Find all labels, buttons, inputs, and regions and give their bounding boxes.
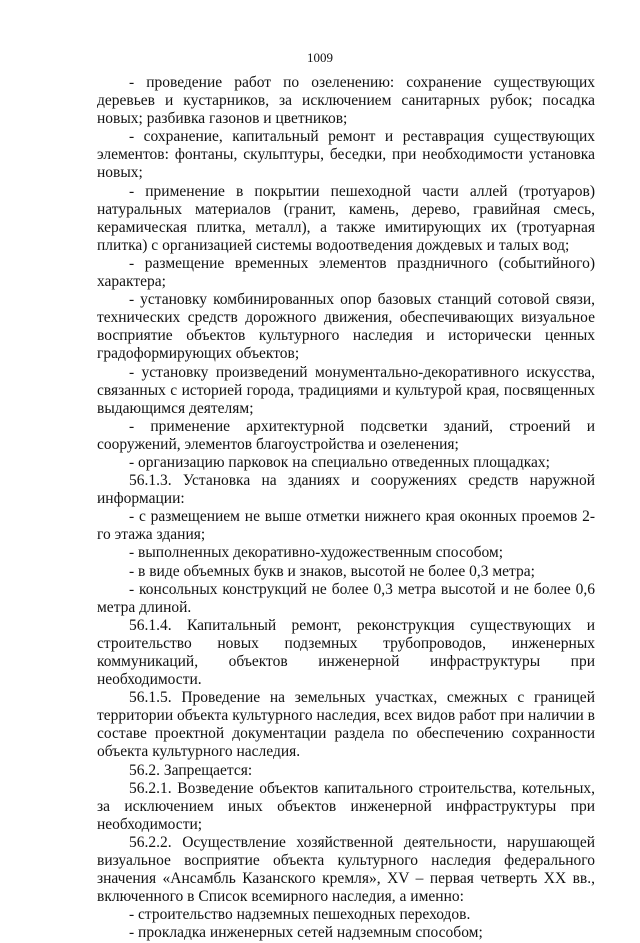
paragraph: 56.2. Запрещается: (129, 761, 253, 779)
paragraph: - проведение работ по озеленению: сохранение существующих деревьев и кустарников, за исключением санитарных рубок; посадка новых; разбивка газонов и цветников; (97, 74, 595, 128)
paragraph: - размещение временных элементов праздничного (событийного) характера; (97, 254, 595, 291)
paragraph: - выполненных декоративно-художественным способом; (129, 544, 504, 562)
paragraph: - с размещением не выше отметки нижнего края оконных проемов 2-го этажа здания; (97, 508, 595, 544)
paragraph: - строительство надземных пешеходных переходов. (129, 906, 471, 924)
paragraph: - прокладка инженерных сетей надземным способом; (129, 924, 483, 942)
paragraph: - организацию парковок на специально отведенных площадках; (129, 453, 550, 471)
paragraph: - консольных конструкций не более 0,3 метра высотой и не более 0,6 метра длиной. (97, 580, 595, 616)
paragraph: - сохранение, капитальный ремонт и реставрация существующих элементов: фонтаны, скульптуры, беседки, при необходимости установка новых; (97, 128, 595, 182)
paragraph: - применение архитектурной подсветки зданий, строений и сооружений, элементов благоустройства и озеленения; (97, 417, 595, 453)
document-body (97, 74, 595, 943)
paragraph: 56.2.1. Возведение объектов капитального строительства, котельных, за исключением иных объектов инженерной инфраструктуры при необходимости; (97, 779, 595, 833)
paragraph: - установку произведений монументально-декоративного искусства, связанных с историей города, традициями и культурой края, посвященных выдающимся деятелям; (97, 363, 595, 417)
paragraph: 56.1.3. Установка на зданиях и сооружениях средств наружной информации: (97, 472, 595, 508)
paragraph: 56.1.4. Капитальный ремонт, реконструкция существующих и строительство новых подземных трубопроводов, инженерных коммуникаций, объектов инженерной инфраструктуры при необходимости. (97, 616, 595, 689)
paragraph: 56.1.5. Проведение на земельных участках, смежных с границей территории объекта культурного наследия, всех видов работ при наличии в составе проектной документации раздела по обеспечению сохранности объекта культурного наследия. (97, 689, 595, 761)
paragraph: - в виде объемных букв и знаков, высотой не более 0,3 метра; (129, 562, 535, 580)
paragraph: - установку комбинированных опор базовых станций сотовой связи, технических средств дорожного движения, обеспечивающих визуальное восприятие объектов культурного наследия и исторически ценных градоформирующих объектов; (97, 291, 595, 363)
paragraph: 56.2.2. Осуществление хозяйственной деятельности, нарушающей визуальное восприятие объекта культурного наследия федерального значения «Ансамбль Казанского кремля», XV – первая четверть XX вв., включенного в Список всемирного наследия, а именно: (97, 833, 595, 906)
page-number: 1009 (307, 50, 333, 65)
paragraph: - применение в покрытии пешеходной части аллей (тротуаров) натуральных материалов (гранит, камень, дерево, гравийная смесь, керамическая плитка, металл), а также имитирующих их (тротуарная плитка) с организацией системы водоотведения дождевых и талых вод; (97, 182, 595, 254)
